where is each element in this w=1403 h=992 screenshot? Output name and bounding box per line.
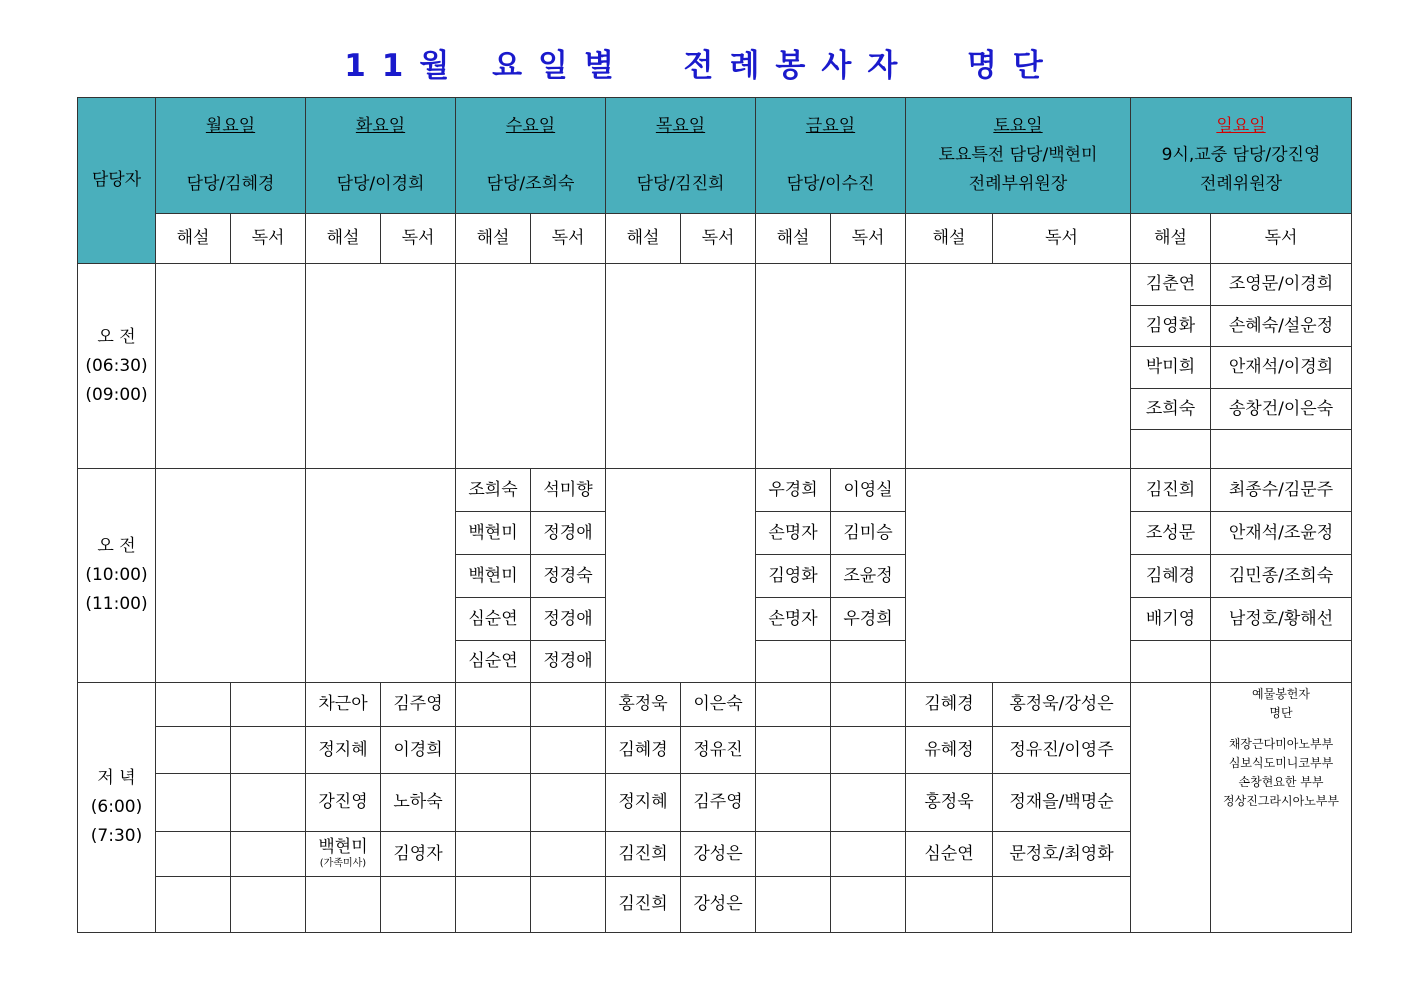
empty-block [456,264,606,469]
table-cell: 김진희 [1131,469,1211,512]
table-cell: 안재석/이경희 [1211,347,1352,389]
table-cell: 남정호/황해선 [1211,598,1352,641]
table-cell [756,683,831,727]
day-header-mon: 월요일 담당/김혜경 [156,98,306,214]
table-cell [756,877,831,933]
table-cell: 김진희 [606,832,681,877]
empty-block [156,264,306,469]
table-cell: 정경애 [531,512,606,555]
table-cell: 심순연 [456,598,531,641]
table-cell: 우경희 [756,469,831,512]
table-cell: 홍정욱 [606,683,681,727]
table-cell [531,683,606,727]
table-cell: 정경애 [531,641,606,683]
table-row [78,469,1352,512]
table-cell: 문정호/최영화 [993,832,1131,877]
table-cell [756,774,831,832]
table-cell: 김혜경 [906,683,993,727]
table-cell: 김민종/조희숙 [1211,555,1352,598]
table-cell: 김영화 [756,555,831,598]
table-cell: 손명자 [756,512,831,555]
table-cell [306,877,381,933]
empty-block [906,264,1131,469]
table-cell: 이경희 [381,727,456,774]
table-cell [456,727,531,774]
table-cell: 심순연 [906,832,993,877]
table-cell [531,877,606,933]
table-cell [531,727,606,774]
table-cell: 김혜경 [606,727,681,774]
table-cell: 석미향 [531,469,606,512]
col-reading-tue: 독서 [381,214,456,264]
table-cell [531,832,606,877]
day-header-thu: 목요일 담당/김진희 [606,98,756,214]
col-commentary-tue: 해설 [306,214,381,264]
table-cell [456,832,531,877]
table-cell [831,877,906,933]
day-header-tue: 화요일 담당/이경희 [306,98,456,214]
table-cell: 강성은 [681,832,756,877]
time-label-am1: 오 전 (06:30) (09:00) [78,264,156,469]
schedule-table [77,97,1352,933]
table-cell [831,683,906,727]
table-cell: 박미희 [1131,347,1211,389]
table-cell [156,683,231,727]
table-cell [531,774,606,832]
table-cell: 심순연 [456,641,531,683]
table-cell [831,832,906,877]
table-cell: 조희숙 [1131,389,1211,430]
table-cell [831,727,906,774]
col-commentary-thu: 해설 [606,214,681,264]
table-cell: 조영문/이경희 [1211,264,1352,306]
table-cell: 이영실 [831,469,906,512]
table-cell [231,774,306,832]
col-reading-sun: 독서 [1211,214,1352,264]
manager-label-cell: 담당자 [78,98,156,264]
table-cell: 강성은 [681,877,756,933]
offering-list: 예물봉헌자 명단 채장근다미아노부부 심보식도미니코부부 손창현요한 부부 정상진그라시아노부부 [1211,683,1352,933]
table-cell: 조윤정 [831,555,906,598]
table-cell [156,727,231,774]
table-cell [456,683,531,727]
table-cell: 유혜정 [906,727,993,774]
table-cell: 정지혜 [306,727,381,774]
table-cell [756,727,831,774]
empty-block [156,469,306,683]
table-cell: 차근아 [306,683,381,727]
table-cell [906,877,993,933]
table-cell: 정지혜 [606,774,681,832]
empty-block [756,264,906,469]
day-header-wed: 수요일 담당/조희숙 [456,98,606,214]
table-cell: 백현미 (가족미사) [306,832,381,877]
subheader-row [78,214,1352,264]
table-cell [831,774,906,832]
table-cell [381,877,456,933]
col-reading-sat: 독서 [993,214,1131,264]
table-cell [831,641,906,683]
col-reading-thu: 독서 [681,214,756,264]
table-cell: 홍정욱 [906,774,993,832]
col-commentary-wed: 해설 [456,214,531,264]
day-header-sat: 토요일 토요특전 담당/백현미 전례부위원장 [906,98,1131,214]
table-cell: 강진영 [306,774,381,832]
table-cell [231,877,306,933]
table-cell: 정유진/이영주 [993,727,1131,774]
table-cell: 안재석/조윤정 [1211,512,1352,555]
col-reading-mon: 독서 [231,214,306,264]
time-label-am2: 오 전 (10:00) (11:00) [78,469,156,683]
table-cell [1131,430,1211,469]
table-cell [1131,641,1211,683]
page-title: 11월 요일별 전례봉사자 명단 [344,48,1059,84]
table-cell: 이은숙 [681,683,756,727]
table-cell [456,877,531,933]
table-cell [156,877,231,933]
table-cell: 우경희 [831,598,906,641]
table-row [78,264,1352,306]
empty-block [306,469,456,683]
header-row [78,98,1352,214]
empty-block [606,264,756,469]
table-cell: 정경숙 [531,555,606,598]
col-reading-wed: 독서 [531,214,606,264]
table-cell: 노하숙 [381,774,456,832]
table-cell: 배기영 [1131,598,1211,641]
day-header-fri: 금요일 담당/이수진 [756,98,906,214]
table-cell: 조성문 [1131,512,1211,555]
table-cell: 손혜숙/설운정 [1211,306,1352,347]
table-cell [756,832,831,877]
col-commentary-sun: 해설 [1131,214,1211,264]
empty-block [306,264,456,469]
col-reading-fri: 독서 [831,214,906,264]
table-cell: 백현미 [456,512,531,555]
table-cell: 정재을/백명순 [993,774,1131,832]
table-cell [1211,641,1352,683]
table-row [78,683,1352,727]
table-cell [231,683,306,727]
table-cell: 정경애 [531,598,606,641]
table-cell [756,641,831,683]
table-cell: 최종수/김문주 [1211,469,1352,512]
table-cell: 김주영 [381,683,456,727]
time-label-pm: 저 녁 (6:00) (7:30) [78,683,156,933]
table-cell [231,832,306,877]
table-cell [1211,430,1352,469]
table-cell: 김주영 [681,774,756,832]
col-commentary-mon: 해설 [156,214,231,264]
table-cell: 김미승 [831,512,906,555]
table-cell: 김영화 [1131,306,1211,347]
table-cell: 조희숙 [456,469,531,512]
col-commentary-fri: 해설 [756,214,831,264]
table-cell: 손명자 [756,598,831,641]
table-cell [156,832,231,877]
table-cell: 송창건/이은숙 [1211,389,1352,430]
empty-block [1131,683,1211,933]
table-cell: 김혜경 [1131,555,1211,598]
table-cell: 홍정욱/강성은 [993,683,1131,727]
day-header-sun: 일요일 9시,교중 담당/강진영 전례위원장 [1131,98,1352,214]
table-cell [156,774,231,832]
col-commentary-sat: 해설 [906,214,993,264]
table-cell [993,877,1131,933]
empty-block [906,469,1131,683]
table-cell: 백현미 [456,555,531,598]
table-cell [456,774,531,832]
table-cell: 김춘연 [1131,264,1211,306]
empty-block [606,469,756,683]
table-cell: 김영자 [381,832,456,877]
table-cell [231,727,306,774]
table-cell: 정유진 [681,727,756,774]
table-cell: 김진희 [606,877,681,933]
